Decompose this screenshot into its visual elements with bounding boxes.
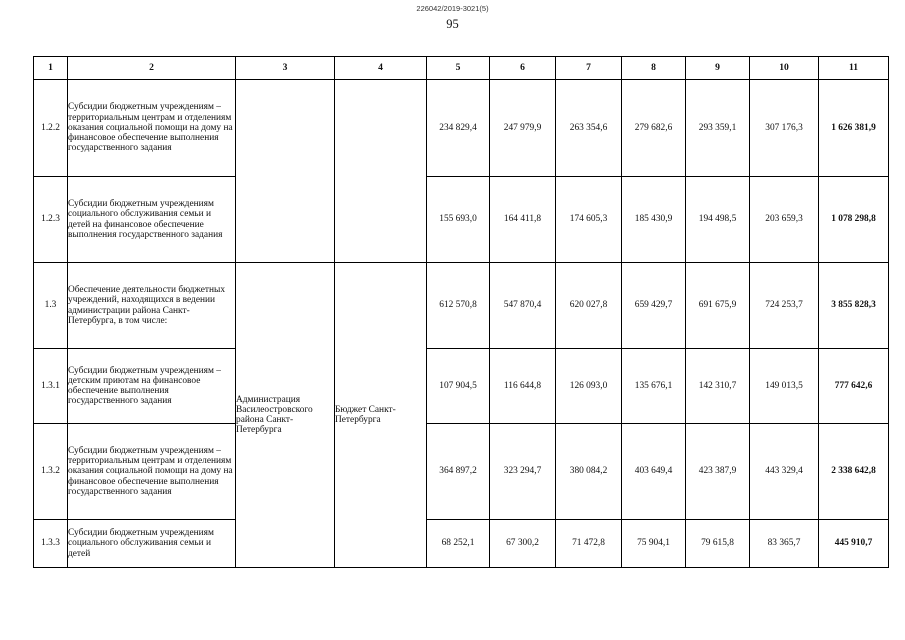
value-cell: 724 253,7 — [750, 263, 819, 349]
row-name: Субсидии бюджетным учреждениям социального обслуживания семьи и детей — [68, 520, 236, 568]
source-cell-empty — [335, 80, 427, 263]
value-cell: 659 429,7 — [622, 263, 686, 349]
value-cell: 67 300,2 — [490, 520, 556, 568]
table-row — [34, 520, 889, 568]
source-cell: Бюджет Санкт-Петербурга — [335, 263, 427, 568]
page-number: 95 — [446, 17, 459, 31]
total-cell: 3 855 828,3 — [819, 263, 889, 349]
value-cell: 234 829,4 — [427, 80, 490, 177]
value-cell: 79 615,8 — [686, 520, 750, 568]
value-cell: 247 979,9 — [490, 80, 556, 177]
header-col-4: 4 — [335, 57, 427, 80]
value-cell: 185 430,9 — [622, 177, 686, 263]
row-name: Субсидии бюджетным учреждениям – территориальным центрам и отделениям оказания социальной помощи на дому на финансовое обеспечение выполнения государственного задания — [68, 424, 236, 520]
table-row — [34, 349, 889, 424]
value-cell: 71 472,8 — [556, 520, 622, 568]
value-cell: 293 359,1 — [686, 80, 750, 177]
value-cell: 164 411,8 — [490, 177, 556, 263]
row-name: Обеспечение деятельности бюджетных учреждений, находящихся в ведении администрации района Санкт-Петербурга, в том числе: — [68, 263, 236, 349]
value-cell: 364 897,2 — [427, 424, 490, 520]
row-code: 1.3.2 — [34, 424, 68, 520]
value-cell: 116 644,8 — [490, 349, 556, 424]
table-row — [34, 424, 889, 520]
total-cell: 1 626 381,9 — [819, 80, 889, 177]
value-cell: 380 084,2 — [556, 424, 622, 520]
value-cell: 83 365,7 — [750, 520, 819, 568]
header-col-9: 9 — [686, 57, 750, 80]
total-cell: 445 910,7 — [819, 520, 889, 568]
total-cell: 1 078 298,8 — [819, 177, 889, 263]
header-col-8: 8 — [622, 57, 686, 80]
row-code: 1.3.3 — [34, 520, 68, 568]
header-col-6: 6 — [490, 57, 556, 80]
value-cell: 612 570,8 — [427, 263, 490, 349]
document-code: 226042/2019-3021(5) — [416, 4, 489, 13]
header-col-1: 1 — [34, 57, 68, 80]
header-col-2: 2 — [68, 57, 236, 80]
value-cell: 263 354,6 — [556, 80, 622, 177]
executor-cell: Администрация Василеостровского района Санкт-Петербурга — [236, 263, 335, 568]
value-cell: 423 387,9 — [686, 424, 750, 520]
value-cell: 107 904,5 — [427, 349, 490, 424]
header-col-11: 11 — [819, 57, 889, 80]
value-cell: 142 310,7 — [686, 349, 750, 424]
row-name: Субсидии бюджетным учреждениям – детским приютам на финансовое обеспечение выполнения государственного задания — [68, 349, 236, 424]
header-col-10: 10 — [750, 57, 819, 80]
value-cell: 155 693,0 — [427, 177, 490, 263]
row-code: 1.3 — [34, 263, 68, 349]
value-cell: 307 176,3 — [750, 80, 819, 177]
header-col-5: 5 — [427, 57, 490, 80]
header-col-3: 3 — [236, 57, 335, 80]
total-cell: 2 338 642,8 — [819, 424, 889, 520]
value-cell: 194 498,5 — [686, 177, 750, 263]
value-cell: 203 659,3 — [750, 177, 819, 263]
budget-table — [33, 56, 889, 568]
value-cell: 135 676,1 — [622, 349, 686, 424]
table-row — [34, 177, 889, 263]
value-cell: 126 093,0 — [556, 349, 622, 424]
value-cell: 443 329,4 — [750, 424, 819, 520]
value-cell: 620 027,8 — [556, 263, 622, 349]
row-code: 1.2.3 — [34, 177, 68, 263]
value-cell: 403 649,4 — [622, 424, 686, 520]
table-row — [34, 80, 889, 177]
header-row — [34, 57, 889, 80]
table-row — [34, 263, 889, 349]
value-cell: 691 675,9 — [686, 263, 750, 349]
row-name: Субсидии бюджетным учреждениям – территориальным центрам и отделениям оказания социальной помощи на дому на финансовое обеспечение выполнения государственного задания — [68, 80, 236, 177]
executor-cell-empty — [236, 80, 335, 263]
total-cell: 777 642,6 — [819, 349, 889, 424]
value-cell: 75 904,1 — [622, 520, 686, 568]
value-cell: 68 252,1 — [427, 520, 490, 568]
row-code: 1.3.1 — [34, 349, 68, 424]
value-cell: 547 870,4 — [490, 263, 556, 349]
value-cell: 174 605,3 — [556, 177, 622, 263]
value-cell: 279 682,6 — [622, 80, 686, 177]
value-cell: 149 013,5 — [750, 349, 819, 424]
row-code: 1.2.2 — [34, 80, 68, 177]
header-col-7: 7 — [556, 57, 622, 80]
value-cell: 323 294,7 — [490, 424, 556, 520]
row-name: Субсидии бюджетным учреждениям социального обслуживания семьи и детей на финансовое обеспечение выполнения государственного задания — [68, 177, 236, 263]
